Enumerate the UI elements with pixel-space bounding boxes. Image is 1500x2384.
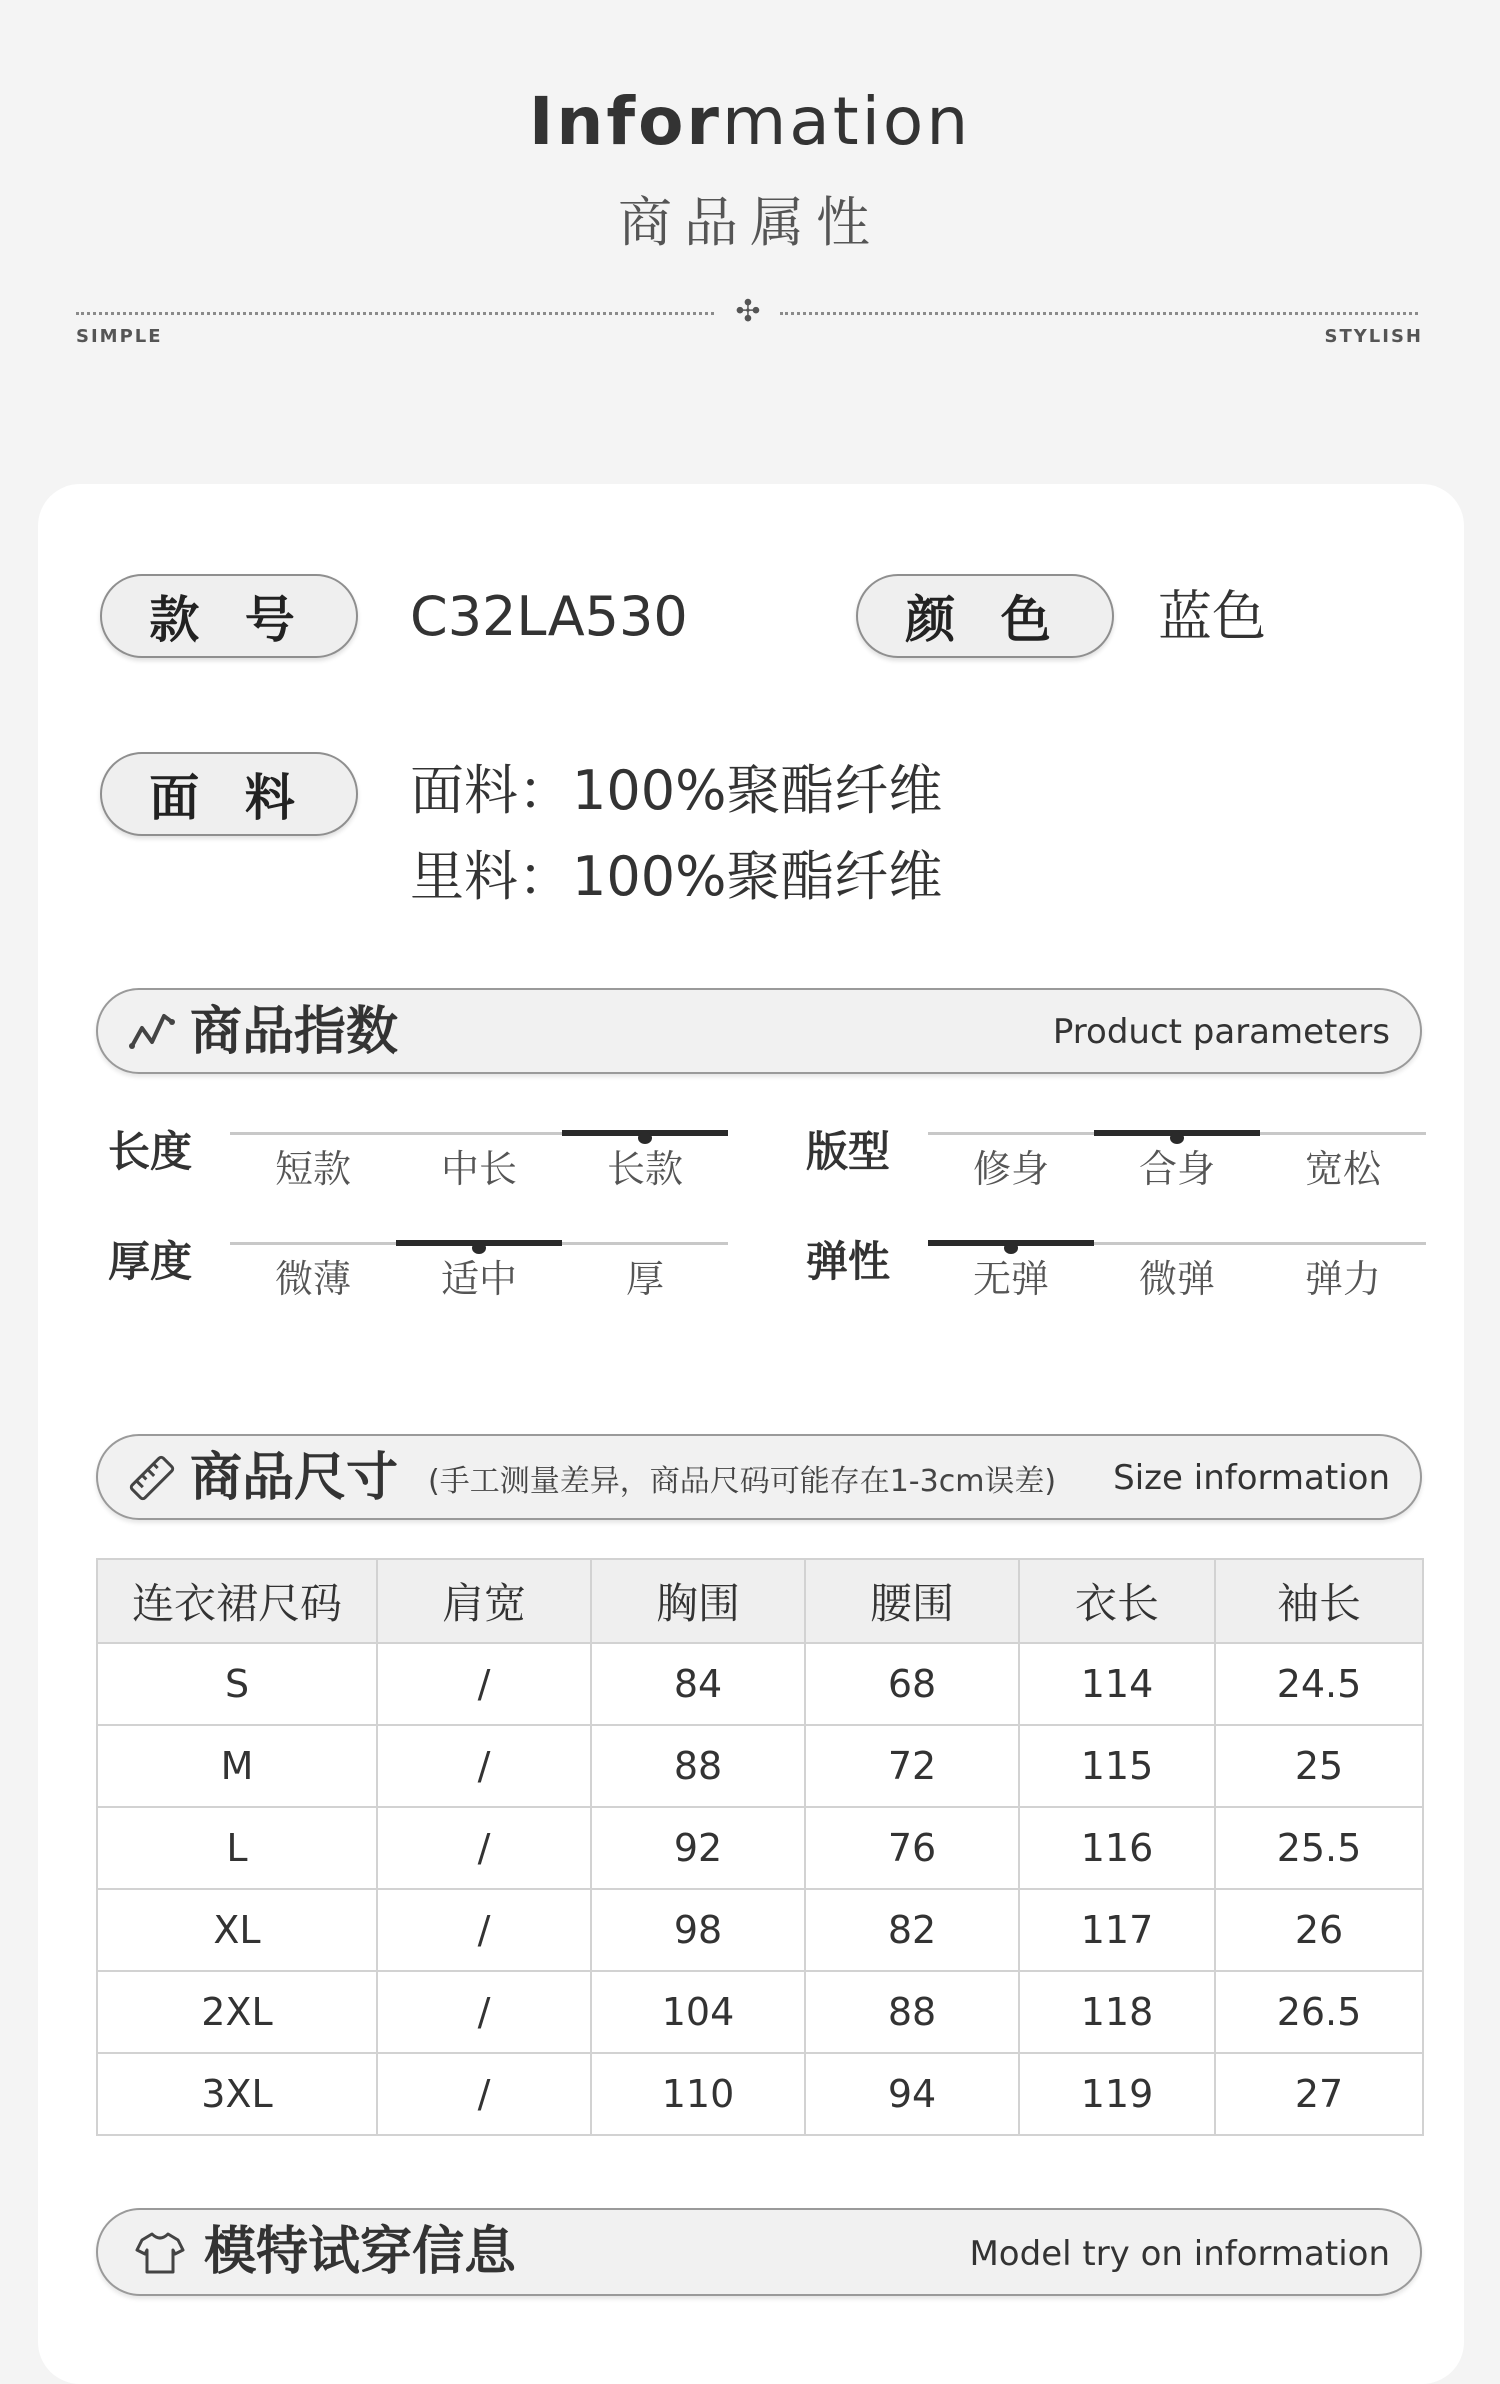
stylish-tag: STYLISH: [1324, 326, 1423, 347]
table-cell: 94: [805, 2053, 1019, 2135]
table-cell: XL: [97, 1889, 377, 1971]
style-no-value: C32LA530: [410, 585, 688, 648]
table-cell: 98: [591, 1889, 805, 1971]
fabric-label: 面 料: [100, 752, 358, 836]
table-cell: 117: [1019, 1889, 1215, 1971]
param-length-seg-selected: [562, 1130, 728, 1136]
col-header-size: 连衣裙尺码: [97, 1559, 377, 1643]
table-cell: S: [97, 1643, 377, 1725]
table-cell: 104: [591, 1971, 805, 2053]
product-index-banner: [96, 988, 1422, 1074]
param-length-seg-1: [396, 1132, 562, 1135]
color-value: 蓝色: [1158, 585, 1266, 648]
size-info-title: 商品尺寸: [190, 1448, 399, 1508]
table-cell: 76: [805, 1807, 1019, 1889]
table-cell: 110: [591, 2053, 805, 2135]
param-fit-opt-1: 合身: [1138, 1147, 1215, 1191]
param-elasticity-opt-2: 弹力: [1304, 1257, 1381, 1301]
table-row: [97, 2053, 1423, 2135]
table-cell: 25.5: [1215, 1807, 1423, 1889]
table-cell: 72: [805, 1725, 1019, 1807]
divider-right: [780, 312, 1418, 315]
param-thickness-opt-0: 微薄: [274, 1257, 351, 1301]
table-cell: L: [97, 1807, 377, 1889]
param-fit-seg-0: [928, 1132, 1094, 1135]
param-length-opt-1: 中长: [440, 1147, 517, 1191]
style-no-label: 款 号: [100, 574, 358, 658]
param-length-opt-2: 长款: [606, 1147, 683, 1191]
table-cell: 118: [1019, 1971, 1215, 2053]
col-header-length: 衣长: [1019, 1559, 1215, 1643]
table-cell: 68: [805, 1643, 1019, 1725]
size-info-banner: [96, 1434, 1422, 1520]
param-thickness-label: 厚度: [108, 1237, 193, 1286]
table-cell: 114: [1019, 1643, 1215, 1725]
col-header-sleeve: 袖长: [1215, 1559, 1423, 1643]
param-fit-seg-2: [1260, 1132, 1426, 1135]
table-cell: 82: [805, 1889, 1019, 1971]
table-cell: 24.5: [1215, 1643, 1423, 1725]
table-header-row: [97, 1559, 1423, 1643]
table-cell: /: [377, 1725, 591, 1807]
param-elasticity-opt-1: 微弹: [1138, 1257, 1215, 1301]
table-cell: 2XL: [97, 1971, 377, 2053]
col-header-waist: 腰围: [805, 1559, 1019, 1643]
param-thickness-opt-1: 适中: [440, 1257, 517, 1301]
fabric-lining: 里料：100%聚酯纤维: [410, 845, 943, 908]
col-header-shoulder: 肩宽: [377, 1559, 591, 1643]
param-thickness-seg-0: [230, 1242, 396, 1245]
table-cell: /: [377, 1971, 591, 2053]
table-cell: 116: [1019, 1807, 1215, 1889]
param-elasticity-seg-1: [1094, 1242, 1260, 1245]
model-info-title: 模特试穿信息: [204, 2222, 517, 2282]
size-info-english: Size information: [1113, 1458, 1390, 1498]
table-cell: 25: [1215, 1725, 1423, 1807]
table-cell: /: [377, 2053, 591, 2135]
ruler-icon: [126, 1452, 178, 1504]
param-elasticity-seg-selected: [928, 1240, 1094, 1246]
product-index-title: 商品指数: [190, 1002, 399, 1062]
model-info-english: Model try on information: [969, 2234, 1390, 2274]
table-cell: 26.5: [1215, 1971, 1423, 2053]
title-bold-part: Infor: [528, 83, 722, 160]
param-fit-opt-0: 修身: [972, 1147, 1049, 1191]
color-label: 颜 色: [856, 574, 1114, 658]
param-length-opt-0: 短款: [274, 1147, 351, 1191]
table-cell: 88: [591, 1725, 805, 1807]
table-row: [97, 1807, 1423, 1889]
simple-tag: SIMPLE: [76, 326, 163, 347]
table-row: [97, 1889, 1423, 1971]
param-length-seg-0: [230, 1132, 396, 1135]
param-thickness-opt-2: 厚: [625, 1257, 664, 1301]
table-cell: /: [377, 1643, 591, 1725]
table-row: [97, 1643, 1423, 1725]
fabric-outer: 面料：100%聚酯纤维: [410, 759, 943, 822]
table-row: [97, 1725, 1423, 1807]
param-elasticity-label: 弹性: [806, 1237, 891, 1286]
param-elasticity-seg-2: [1260, 1242, 1426, 1245]
table-cell: 84: [591, 1643, 805, 1725]
size-table: [96, 1558, 1424, 2136]
title-light-part: mation: [721, 83, 972, 160]
param-elasticity-opt-0: 无弹: [972, 1257, 1049, 1301]
table-cell: /: [377, 1889, 591, 1971]
param-length-label: 长度: [108, 1127, 193, 1176]
table-cell: 119: [1019, 2053, 1215, 2135]
table-cell: 26: [1215, 1889, 1423, 1971]
col-header-bust: 胸围: [591, 1559, 805, 1643]
move-cross-icon: ✣: [735, 294, 761, 329]
param-fit-opt-2: 宽松: [1304, 1147, 1381, 1191]
table-cell: 115: [1019, 1725, 1215, 1807]
model-info-banner: [96, 2208, 1422, 2296]
param-fit-label: 版型: [806, 1127, 891, 1176]
trend-line-icon: [126, 1006, 178, 1058]
table-row: [97, 1971, 1423, 2053]
table-cell: 88: [805, 1971, 1019, 2053]
divider-left: [76, 312, 714, 315]
tshirt-icon: [134, 2226, 186, 2278]
param-thickness-seg-selected: [396, 1240, 562, 1246]
param-fit-seg-selected: [1094, 1130, 1260, 1136]
table-cell: 27: [1215, 2053, 1423, 2135]
page-subtitle: 商品属性: [618, 191, 882, 254]
table-cell: 3XL: [97, 2053, 377, 2135]
param-thickness-seg-2: [562, 1242, 728, 1245]
table-cell: 92: [591, 1807, 805, 1889]
product-index-english: Product parameters: [1052, 1012, 1390, 1052]
table-cell: M: [97, 1725, 377, 1807]
table-cell: /: [377, 1807, 591, 1889]
size-info-note: (手工测量差异，商品尺码可能存在1-3cm误差): [428, 1464, 1057, 1499]
page-title: [0, 82, 1500, 162]
